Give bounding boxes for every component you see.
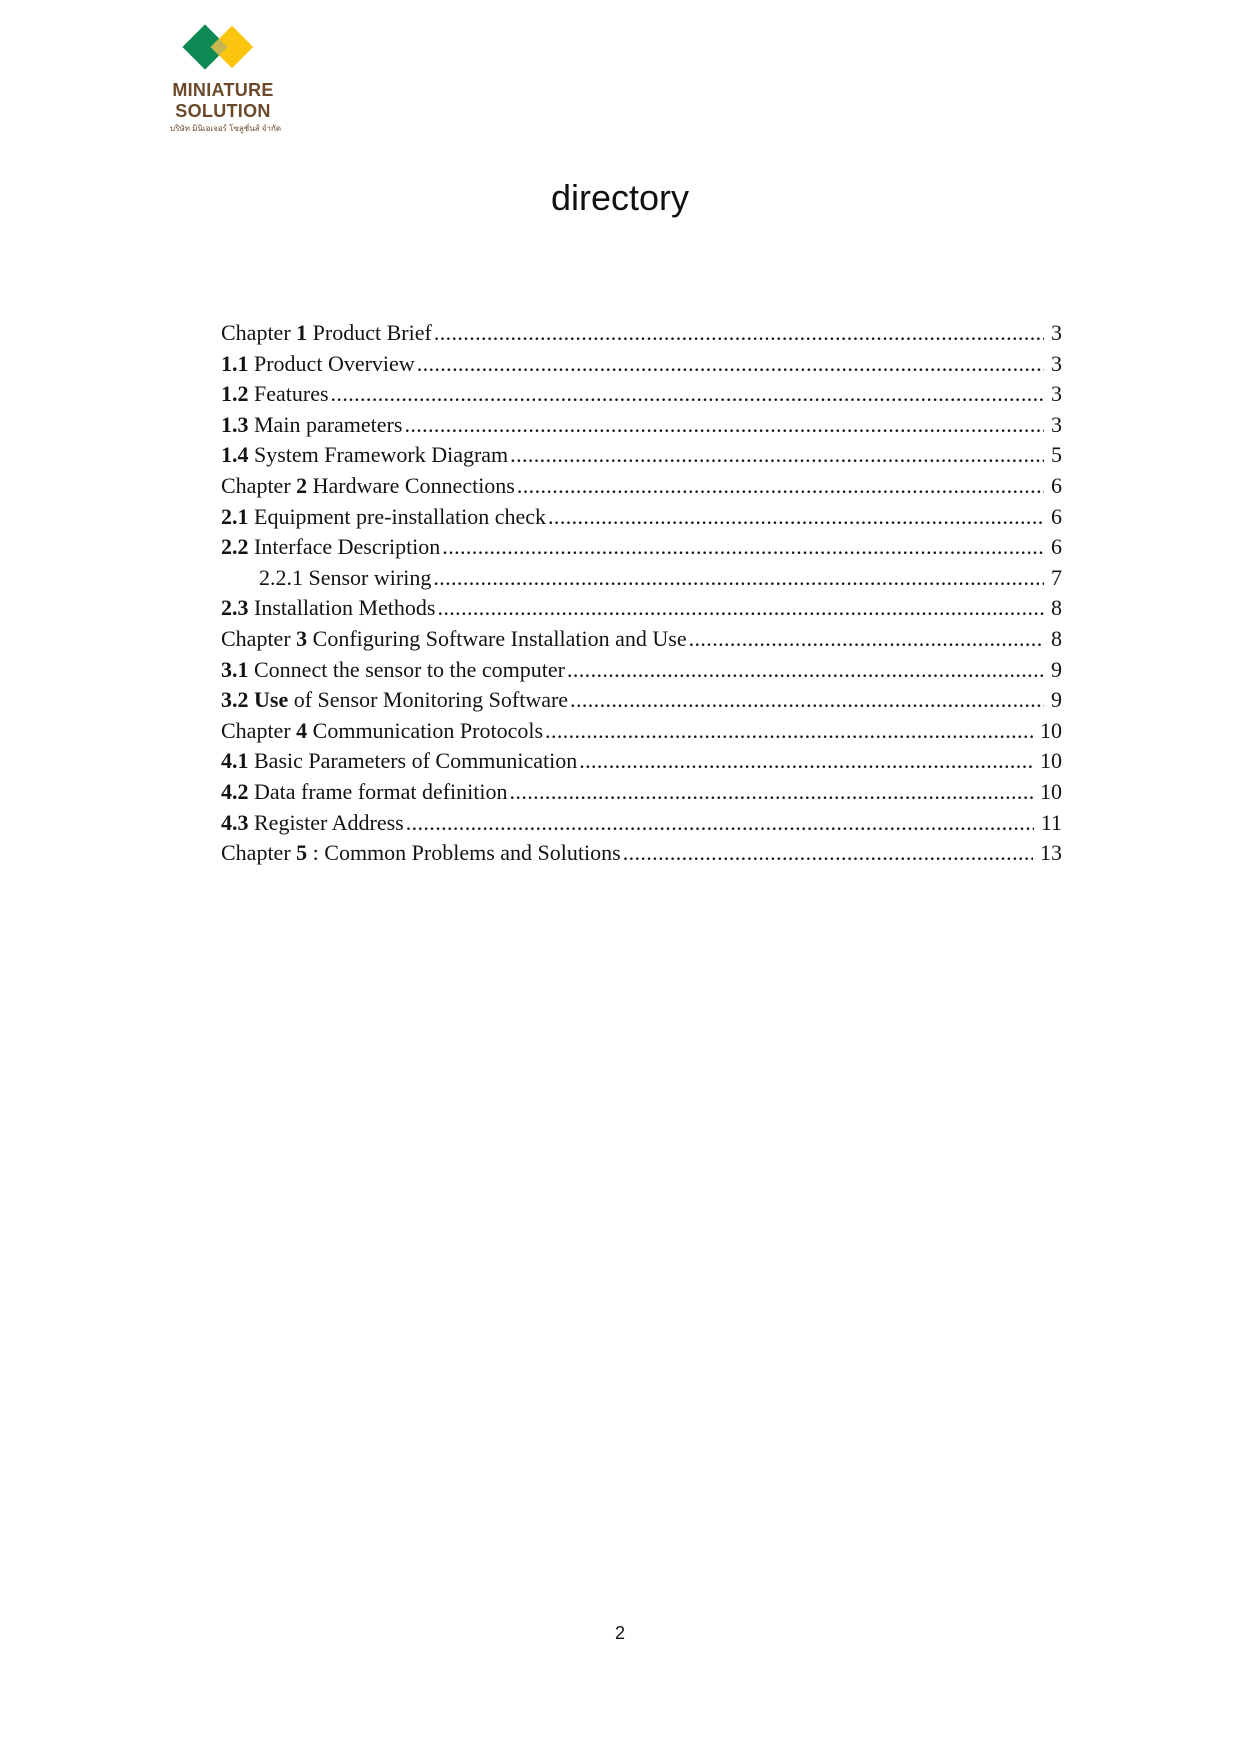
table-of-contents: [221, 318, 1062, 869]
logo-brand-name: [171, 80, 275, 122]
toc-page-number: 10: [1040, 717, 1062, 743]
toc-page-number: 5: [1051, 442, 1062, 468]
dot-leader: [331, 379, 1044, 410]
toc-page-number: 6: [1051, 534, 1062, 560]
page-title: directory: [550, 177, 690, 218]
toc-page-number: 3: [1051, 350, 1062, 376]
dot-leader: [433, 563, 1044, 594]
toc-page-number: 6: [1051, 503, 1062, 529]
dot-leader: [548, 502, 1044, 533]
toc-entry-label: Chapter 4 Communication Protocols: [221, 717, 544, 743]
toc-entry: [221, 593, 1062, 624]
toc-entry-label: 4.1 Basic Parameters of Communication: [221, 748, 578, 774]
toc-entry: [221, 838, 1062, 869]
toc-entry-label: 1.2 Features: [221, 381, 329, 407]
toc-page-number: 3: [1051, 320, 1062, 345]
toc-entry-label: 2.2 Interface Description: [221, 534, 441, 560]
toc-entry-label: 3.2 Use of Sensor Monitoring Software: [221, 687, 569, 713]
toc-entry-label: Chapter 2 Hardware Connections: [221, 472, 515, 498]
toc-entry: [221, 440, 1062, 471]
page-number-footer: 2: [614, 1623, 625, 1643]
dot-leader: [623, 838, 1033, 869]
toc-entry-label: Chapter 3 Configuring Software Installation and Use: [221, 625, 687, 651]
dot-leader: [689, 624, 1044, 655]
toc-entry: [221, 808, 1062, 839]
company-logo: [170, 24, 280, 136]
logo-brand-line2: SOLUTION: [175, 101, 271, 121]
toc-entry: [221, 379, 1062, 410]
toc-entry-label: 3.1 Connect the sensor to the computer: [221, 656, 565, 682]
toc-entry-label: Chapter 1 Product Brief: [221, 320, 432, 345]
toc-entry: [221, 746, 1062, 777]
dot-leader: [406, 808, 1034, 839]
toc-entry-label: 4.3 Register Address: [221, 809, 404, 835]
logo-brand-line1: MINIATURE: [172, 80, 274, 100]
toc-entry-label: Chapter 5 : Common Problems and Solutions: [221, 840, 621, 866]
dot-leader: [437, 593, 1044, 624]
toc-entry: [221, 502, 1062, 533]
toc-entry: [221, 410, 1062, 441]
toc-entry: [221, 624, 1062, 655]
dot-leader: [517, 471, 1044, 502]
toc-entry-label: 1.3 Main parameters: [221, 411, 403, 437]
toc-entry: [221, 318, 1062, 349]
toc-page-number: 9: [1051, 656, 1062, 682]
dot-leader: [545, 716, 1033, 747]
toc-page-number: 7: [1051, 564, 1062, 590]
toc-entry-label: 2.3 Installation Methods: [221, 595, 436, 621]
toc-page-number: 13: [1040, 840, 1062, 866]
toc-page-number: 10: [1040, 778, 1062, 804]
toc-entry: [221, 716, 1062, 747]
toc-entry: [221, 471, 1062, 502]
toc-entry: [221, 563, 1062, 594]
toc-page-number: 6: [1051, 472, 1062, 498]
dot-leader: [417, 349, 1044, 380]
toc-page-number: 3: [1051, 411, 1062, 437]
toc-entry-label: 2.2.1 Sensor wiring: [259, 564, 432, 590]
dot-leader: [510, 777, 1033, 808]
toc-entry: [221, 349, 1062, 380]
dot-leader: [404, 410, 1044, 441]
toc-entry-label: 1.4 System Framework Diagram: [221, 442, 509, 468]
toc-page-number: 3: [1051, 381, 1062, 407]
toc-entry-label: 4.2 Data frame format definition: [221, 778, 508, 804]
toc-entry-label: 2.1 Equipment pre-installation check: [221, 503, 547, 529]
toc-page-number: 8: [1051, 625, 1062, 651]
dot-leader: [570, 685, 1044, 716]
toc-page-number: 8: [1051, 595, 1062, 621]
toc-page-number: 9: [1051, 687, 1062, 713]
logo-thai-caption: บริษัท มินิเอเจอร์ โซลูชั่นส์ จำกัด: [170, 124, 282, 133]
dot-leader: [510, 440, 1044, 471]
toc-page-number: 10: [1040, 748, 1062, 774]
dot-leader: [442, 532, 1044, 563]
toc-entry: [221, 777, 1062, 808]
toc-entry-label: 1.1 Product Overview: [221, 350, 415, 376]
toc-page-number: 11: [1040, 809, 1062, 835]
toc-entry: [221, 685, 1062, 716]
dot-leader: [434, 318, 1044, 349]
toc-entry: [221, 532, 1062, 563]
dot-leader: [567, 655, 1044, 686]
dot-leader: [579, 746, 1033, 777]
toc-entry: [221, 655, 1062, 686]
